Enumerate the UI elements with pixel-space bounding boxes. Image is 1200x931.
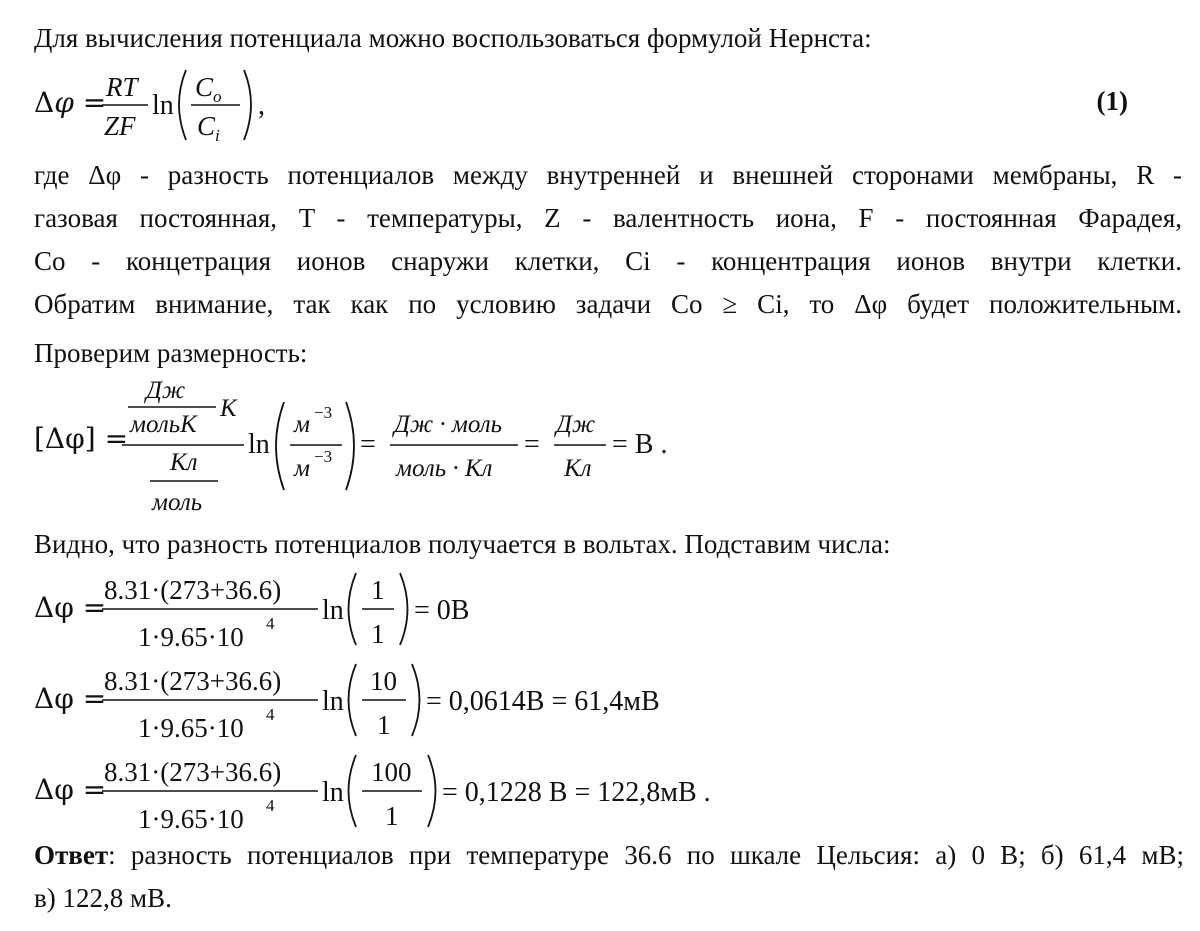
explanation-line: газовая постоянная, T - температуры, Z - валентность иона, F - постоянная Фарадея, <box>34 203 1182 233</box>
svg-text:ln: ln <box>248 429 270 460</box>
calc-denominator: 1·9.65·10 <box>138 804 244 834</box>
calc-result: = 0B <box>414 595 470 626</box>
units-ratio1-num: Дж · моль <box>394 411 503 438</box>
answer-paragraph <box>34 834 1184 920</box>
units-m: м <box>294 411 310 438</box>
calc-numerator: 8.31·(273+36.6) <box>104 757 282 787</box>
units-k: K <box>220 395 237 422</box>
answer-line <box>34 834 1184 877</box>
intro-line: Для вычисления потенциала можно воспользоваться формулой Нернста: <box>34 23 872 53</box>
units-ratio1-den: моль · Кл <box>396 455 493 482</box>
right-paren <box>400 573 408 645</box>
ratio-denominator: 1 <box>371 619 385 649</box>
svg-text:=: = <box>360 429 376 460</box>
units-exp: −3 <box>314 403 333 422</box>
svg-text:Co: $C_o$ <box>195 72 222 106</box>
units-ratio2-num: Дж <box>556 411 596 438</box>
right-paren <box>412 664 420 736</box>
units-exp: −3 <box>314 447 333 466</box>
svg-text:,: , <box>258 90 265 121</box>
ln-symbol: ln <box>322 777 344 808</box>
left-paren <box>349 664 357 736</box>
svg-text:Ci: $C_i$ <box>197 111 220 145</box>
equation-number: (1) <box>1096 86 1128 116</box>
svg-text:ln: ln <box>152 90 174 121</box>
delta-phi-lhs: Δφ = <box>34 591 107 624</box>
calc-exponent: 4 <box>266 705 275 724</box>
right-paren <box>428 755 436 827</box>
svg-text:Δφ =: Δφ = <box>34 86 107 119</box>
calc-exponent: 4 <box>266 614 275 633</box>
ratio-numerator: 100 <box>371 757 412 787</box>
calc-numerator: 8.31·(273+36.6) <box>104 575 282 605</box>
svg-text:=: = <box>524 429 540 460</box>
answer-label: Ответ <box>34 840 109 870</box>
units-kl: Кл <box>170 449 198 476</box>
answer-text: : разность потенциалов при температуре 36.6 по шкале Цельсия: а) 0 В; б) 61,4 мВ; <box>108 840 1184 870</box>
units-m: м <box>294 455 310 482</box>
answer-line: в) 122,8 мВ. <box>34 883 172 913</box>
svg-text:ZF: ZF <box>104 111 136 141</box>
ln-symbol: ln <box>322 595 344 626</box>
left-paren <box>349 573 357 645</box>
explanation-line: где Δφ - разность потенциалов между внутренней и внешней сторонами мембраны, R - <box>34 160 1182 190</box>
left-paren <box>349 755 357 827</box>
ratio-numerator: 10 <box>370 666 397 696</box>
calc-result: = 0,1228 B = 122,8мB . <box>442 777 711 808</box>
explanation-line: Обратим внимание, так как по условию задачи Co ≥ Ci, то Δφ будет положительным. <box>34 289 1182 319</box>
svg-text:RT: RT <box>106 72 138 102</box>
check-units-line: Проверим размерность: <box>34 338 308 368</box>
calc-numerator: 8.31·(273+36.6) <box>104 666 282 696</box>
calc-denominator: 1·9.65·10 <box>138 713 244 743</box>
units-ratio2-den: Кл <box>564 455 592 482</box>
ratio-denominator: 1 <box>377 710 391 740</box>
calc-exponent: 4 <box>266 796 275 815</box>
units-tail: = B . <box>612 429 668 460</box>
units-lhs: [Δφ] = <box>34 422 129 455</box>
units-dzh: Дж <box>146 377 186 404</box>
explanation-line: Co - концетрация ионов снаружи клетки, Ci - концентрация ионов внутри клетки. <box>34 246 1182 276</box>
delta-phi-lhs: Δφ = <box>34 682 107 715</box>
ratio-numerator: 1 <box>371 575 385 605</box>
ln-symbol: ln <box>322 686 344 717</box>
units-molk: мольK <box>130 411 197 438</box>
volts-line: Видно, что разность потенциалов получается в вольтах. Подставим числа: <box>34 529 891 559</box>
calc-result: = 0,0614B = 61,4мB <box>426 686 660 717</box>
units-mol: моль <box>152 489 203 516</box>
calc-denominator: 1·9.65·10 <box>138 622 244 652</box>
delta-phi-lhs: Δφ = <box>34 773 107 806</box>
ratio-denominator: 1 <box>385 801 399 831</box>
